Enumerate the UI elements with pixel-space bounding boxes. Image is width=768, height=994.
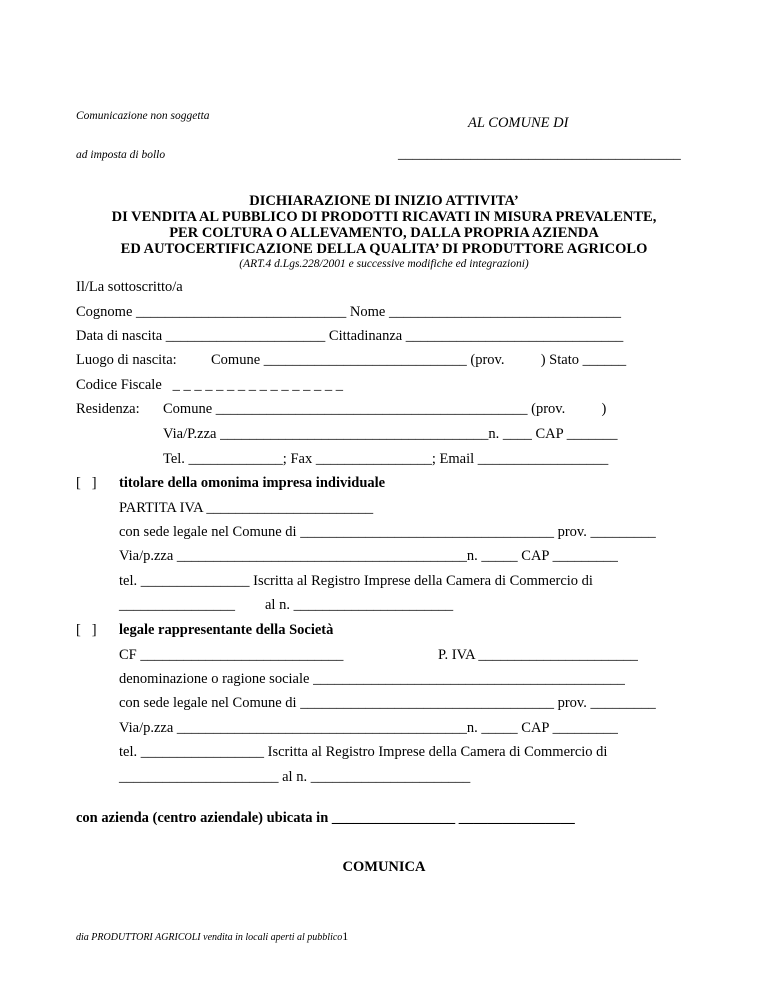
legal-reference: (ART.4 d.Lgs.228/2001 e successive modifiche ed integrazioni) [239, 258, 529, 270]
sede-legale-field[interactable]: con sede legale nel Comune di ___________________________________ prov. _________ [119, 524, 656, 540]
residenza-via-field[interactable]: Via/P.zza _____________________________________n. ____ CAP _______ [163, 426, 618, 442]
impresa-individuale-heading: titolare della omonima impresa individuale [119, 475, 386, 491]
legale-rappresentante-heading: legale rappresentante della Società [119, 622, 334, 638]
checkbox-impresa-individuale[interactable]: [ ] [76, 475, 97, 491]
registro-societa-field[interactable]: ______________________ al n. ______________________ [119, 769, 471, 785]
title-line-1: DICHIARAZIONE DI INIZIO ATTIVITA’ [249, 193, 519, 209]
title-line-2: DI VENDITA AL PUBBLICO DI PRODOTTI RICAVATI IN MISURA PREVALENTE, [111, 209, 657, 225]
sede-legale-societa-field[interactable]: con sede legale nel Comune di ___________________________________ prov. _________ [119, 695, 656, 711]
residenza-contatti-field[interactable]: Tel. _____________; Fax ________________; Email __________________ [163, 451, 609, 467]
stamp-line-2: ad imposta di bollo [76, 149, 166, 161]
title-line-4: ED AUTOCERTIFICAZIONE DELLA QUALITA’ DI PRODUTTORE AGRICOLO [120, 241, 648, 257]
title-line-3: PER COLTURA O ALLEVAMENTO, DALLA PROPRIA AZIENDA [169, 225, 599, 241]
page-number: 1 [342, 929, 349, 943]
tel-registro-field[interactable]: tel. _______________ Iscritta al Registro Imprese della Camera di Commercio di [119, 573, 593, 589]
intro-text: Il/La sottoscritto/a [76, 279, 183, 295]
page-footer [76, 929, 348, 944]
denominazione-field[interactable]: denominazione o ragione sociale ___________________________________________ [119, 671, 625, 687]
codice-fiscale-field[interactable]: Codice Fiscale _ _ _ _ _ _ _ _ _ _ _ _ _ _ _ _ [76, 377, 344, 393]
sede-via-societa-field[interactable]: Via/p.zza ________________________________________n. _____ CAP _________ [119, 720, 618, 736]
recipient-label: AL COMUNE DI [468, 115, 569, 131]
cognome-nome-field[interactable]: Cognome _____________________________ Nome ________________________________ [76, 304, 621, 320]
tel-registro-societa-field[interactable]: tel. _________________ Iscritta al Registro Imprese della Camera di Commercio di [119, 744, 608, 760]
footer-text: dia PRODUTTORI AGRICOLI vendita in locali aperti al pubblico [76, 932, 343, 943]
azienda-ubicazione-field[interactable]: con azienda (centro aziendale) ubicata in _________________ ________________ [76, 810, 575, 826]
stamp-note [76, 84, 210, 175]
nascita-cittadinanza-field[interactable]: Data di nascita ______________________ Cittadinanza ______________________________ [76, 328, 624, 344]
stamp-line-1: Comunicazione non soggetta [76, 110, 210, 122]
luogo-nascita-label: Luogo di nascita: [76, 352, 177, 368]
residenza-comune-field[interactable]: Comune ___________________________________________ (prov. ) [163, 401, 607, 417]
sede-via-field[interactable]: Via/p.zza ________________________________________n. _____ CAP _________ [119, 548, 618, 564]
comunica-heading: COMUNICA [342, 859, 426, 875]
checkbox-legale-rappresentante[interactable]: [ ] [76, 622, 97, 638]
recipient-blank[interactable]: _______________________________________ [398, 146, 681, 162]
partita-iva-field[interactable]: PARTITA IVA _______________________ [119, 500, 374, 516]
residenza-label: Residenza: [76, 401, 140, 417]
cf-societa-field[interactable]: CF ____________________________ [119, 647, 344, 663]
luogo-nascita-field[interactable]: Comune ____________________________ (prov. ) Stato ______ [211, 352, 627, 368]
registro-camera-field[interactable]: ________________ [119, 597, 235, 613]
piva-societa-field[interactable]: P. IVA ______________________ [438, 647, 638, 663]
registro-numero-field[interactable]: al n. ______________________ [265, 597, 454, 613]
